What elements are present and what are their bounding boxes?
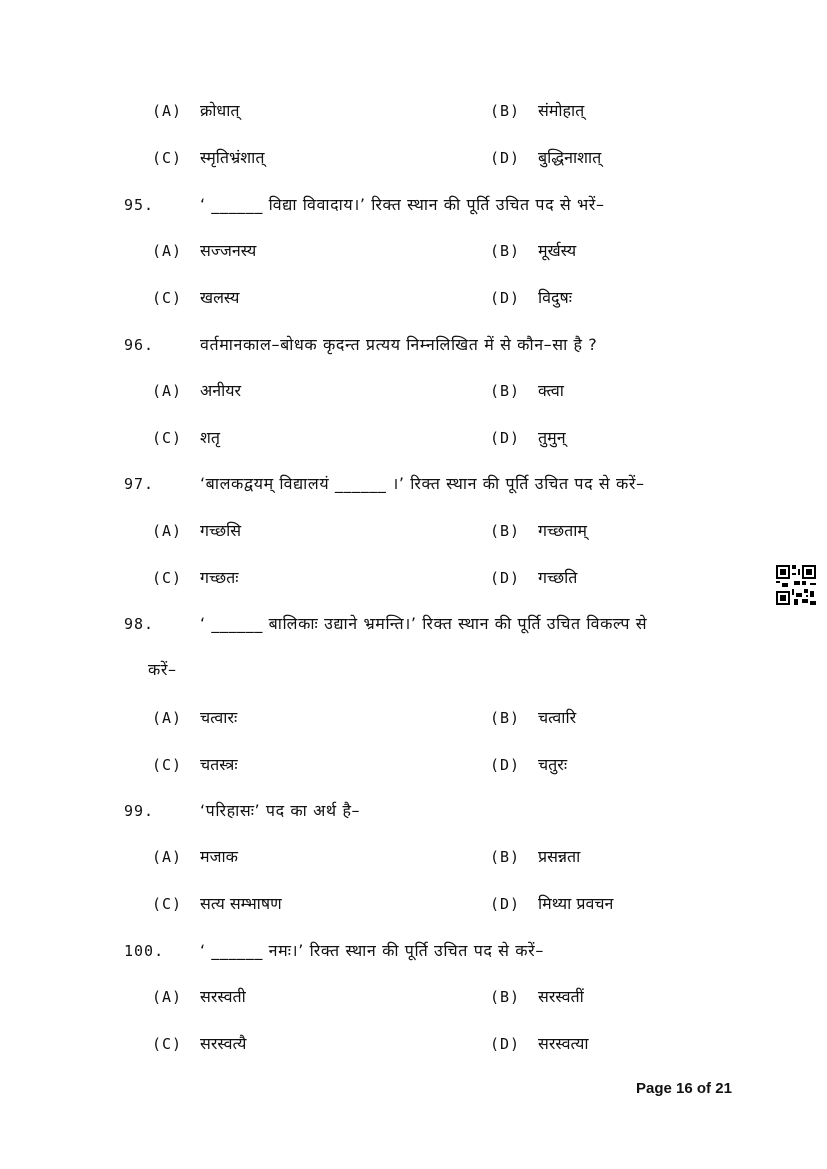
- question-text-continued: करें–: [148, 660, 177, 679]
- option-label-a: (A): [152, 242, 183, 260]
- option-label-b: (B): [490, 709, 521, 727]
- option-text-b: मूर्खस्य: [538, 241, 577, 260]
- option-label-a: (A): [152, 709, 183, 727]
- option-label-c: (C): [152, 149, 183, 167]
- question-number: 98.: [124, 615, 155, 633]
- option-text-a: सरस्वती: [200, 987, 246, 1006]
- question-text: ‘बालकद्वयम् विद्यालयं ______ ।’ रिक्त स्थान की पूर्ति उचित पद से करें–: [200, 474, 645, 493]
- question-number: 95.: [124, 196, 155, 214]
- option-text-d: विदुषः: [538, 288, 573, 307]
- option-label-d: (D): [490, 429, 521, 447]
- question-text: ‘ ______ नमः।’ रिक्त स्थान की पूर्ति उचित पद से करें–: [200, 941, 544, 960]
- option-label-c: (C): [152, 289, 183, 307]
- page-word: Page: [636, 1080, 672, 1097]
- option-text-a: सज्जनस्य: [200, 241, 257, 260]
- question-number: 97.: [124, 475, 155, 493]
- option-text-d: मिथ्या प्रवचन: [538, 894, 614, 913]
- option-label-d: (D): [490, 1035, 521, 1053]
- option-label-b: (B): [490, 102, 521, 120]
- current-page-number: 16: [676, 1080, 693, 1097]
- option-label-d: (D): [490, 895, 521, 913]
- option-label-c: (C): [152, 569, 183, 587]
- option-label-a: (A): [152, 988, 183, 1006]
- question-text: ‘परिहासः’ पद का अर्थ है–: [200, 801, 361, 820]
- option-text-c: चतस्त्रः: [200, 755, 238, 774]
- option-text-d: चतुरः: [538, 755, 568, 774]
- option-label-a: (A): [152, 382, 183, 400]
- option-label-d: (D): [490, 149, 521, 167]
- page-footer: [636, 1080, 732, 1097]
- option-text-c: खलस्य: [200, 288, 240, 307]
- question-number: 96.: [124, 336, 155, 354]
- option-label-c: (C): [152, 429, 183, 447]
- option-label-c: (C): [152, 1035, 183, 1053]
- option-label-b: (B): [490, 522, 521, 540]
- option-text-b: संमोहात्: [538, 101, 585, 120]
- question-text: ‘ ______ बालिकाः उद्याने भ्रमन्ति।’ रिक्त स्थान की पूर्ति उचित विकल्प से: [200, 614, 648, 633]
- option-text-c: स्मृतिभ्रंशात्: [200, 148, 265, 167]
- option-text-b: गच्छताम्: [538, 521, 587, 540]
- option-label-d: (D): [490, 756, 521, 774]
- option-text-c: सत्य सम्भाषण: [200, 894, 282, 913]
- option-label-b: (B): [490, 988, 521, 1006]
- question-number: 100.: [124, 942, 165, 960]
- option-text-b: सरस्वतीं: [538, 987, 584, 1006]
- option-text-a: गच्छसि: [200, 521, 242, 540]
- option-text-c: सरस्वत्यै: [200, 1034, 247, 1053]
- option-text-a: मजाक: [200, 847, 238, 866]
- option-text-c: शतृ: [200, 428, 221, 447]
- option-label-a: (A): [152, 848, 183, 866]
- option-label-b: (B): [490, 382, 521, 400]
- option-label-d: (D): [490, 569, 521, 587]
- option-text-d: तुमुन्: [538, 428, 566, 447]
- total-pages: 21: [715, 1080, 732, 1097]
- option-label-a: (A): [152, 522, 183, 540]
- option-text-b: क्त्वा: [538, 381, 564, 400]
- qr-code-icon: [776, 565, 816, 605]
- option-text-c: गच्छतः: [200, 568, 239, 587]
- option-text-d: गच्छति: [538, 568, 578, 587]
- option-text-a: क्रोधात्: [200, 101, 240, 120]
- of-word: of: [696, 1080, 712, 1097]
- option-label-c: (C): [152, 756, 183, 774]
- option-label-b: (B): [490, 848, 521, 866]
- option-text-d: सरस्वत्या: [538, 1034, 589, 1053]
- option-label-a: (A): [152, 102, 183, 120]
- option-text-b: चत्वारि: [538, 708, 577, 727]
- option-text-a: अनीयर: [200, 381, 242, 400]
- question-text: वर्तमानकाल–बोधक कृदन्त प्रत्यय निम्नलिखित में से कौन–सा है ?: [200, 335, 598, 354]
- option-text-d: बुद्धिनाशात्: [538, 148, 602, 167]
- option-label-c: (C): [152, 895, 183, 913]
- option-text-b: प्रसन्नता: [538, 847, 581, 866]
- option-label-b: (B): [490, 242, 521, 260]
- option-text-a: चत्वारः: [200, 708, 238, 727]
- question-text: ‘ ______ विद्या विवादाय।’ रिक्त स्थान की पूर्ति उचित पद से भरें–: [200, 195, 605, 214]
- option-label-d: (D): [490, 289, 521, 307]
- question-number: 99.: [124, 802, 155, 820]
